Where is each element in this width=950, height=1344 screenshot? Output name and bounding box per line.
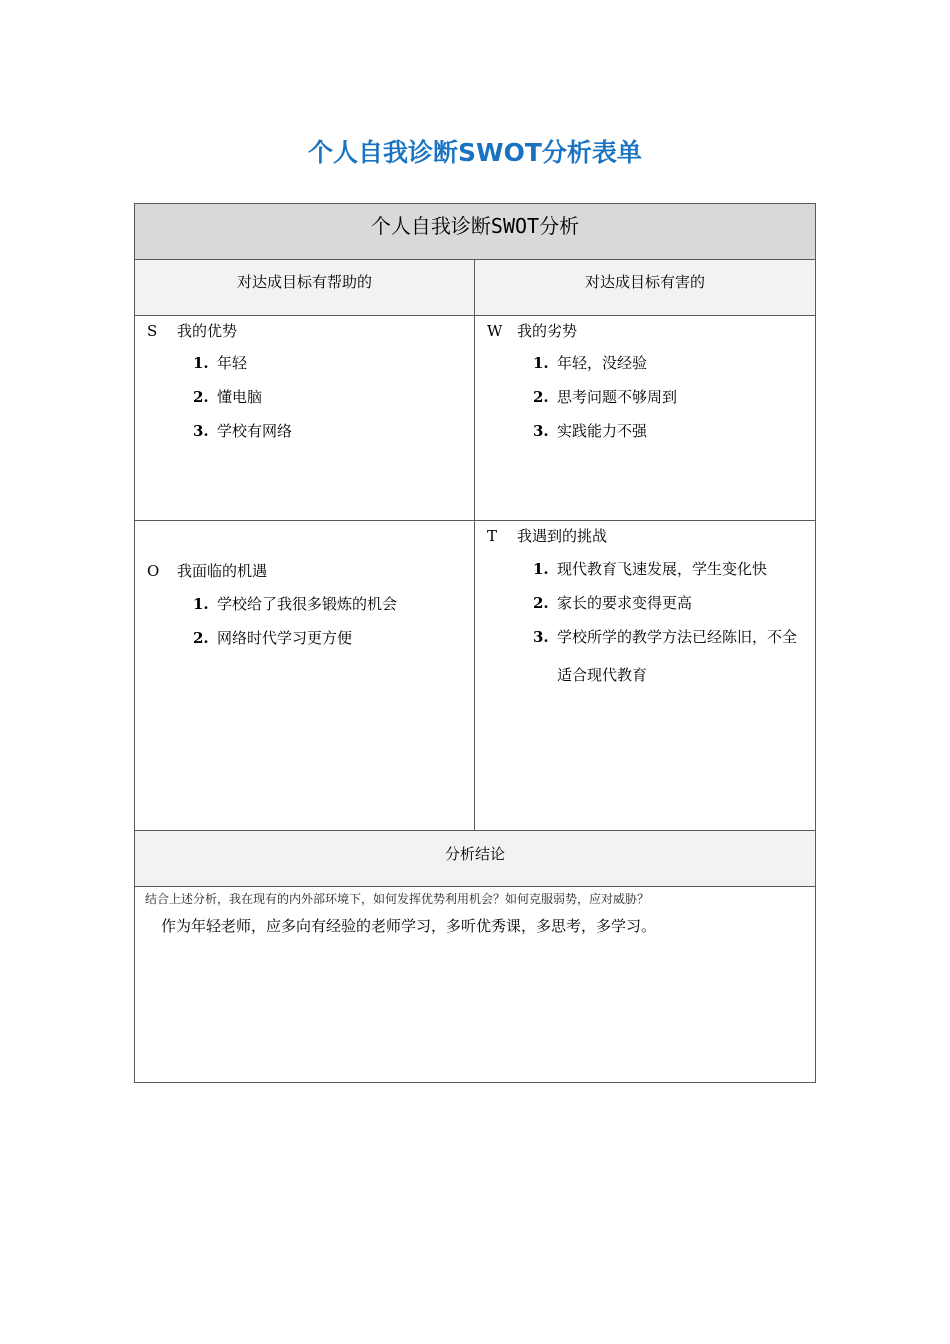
weaknesses-letter: W [487,322,503,340]
document-title: 个人自我诊断SWOT分析表单 [308,138,642,167]
weaknesses-cell [475,316,815,520]
opportunities-list [193,593,470,661]
list-item: 1. 年轻，没经验 [533,354,648,372]
threats-letter: T [487,527,498,545]
threats-cell [475,521,815,830]
weaknesses-label: 我的劣势 [517,322,578,340]
weaknesses-list [533,352,811,454]
opportunities-letter: O [147,562,160,580]
list-item: 3. 学校所学的教学方法已经陈旧，不全适合现代教育 [533,628,798,684]
column-header-helpful: 对达成目标有帮助的 [135,260,475,315]
threats-heading [487,525,607,546]
list-item: 1. 学校给了我很多锻炼的机会 [193,595,398,613]
weaknesses-heading [487,320,577,341]
conclusion-heading: 分析结论 [135,831,815,887]
conclusion-answer: 作为年轻老师，应多向有经验的老师学习，多听优秀课，多思考，多学习。 [161,917,657,935]
list-item: 3. 实践能力不强 [533,422,648,440]
opportunities-heading [147,560,267,581]
table-header: 个人自我诊断SWOT分析 [135,204,815,260]
strengths-label: 我的优势 [177,322,238,340]
swot-row-internal [135,316,815,521]
threats-label: 我遇到的挑战 [517,527,608,545]
list-item: 2. 网络时代学习更方便 [193,629,353,647]
swot-table [134,203,816,1083]
conclusion-prompt: 结合上述分析，我在现有的内外部环境下，如何发挥优势利用机会？如何克服弱势，应对威胁？ [145,892,650,906]
column-header-row [135,260,815,316]
strengths-heading [147,320,237,341]
opportunities-cell [135,521,475,830]
list-item: 3. 学校有网络 [193,422,293,440]
threats-list [533,558,811,694]
opportunities-label: 我面临的机遇 [177,562,268,580]
strengths-list [193,352,470,454]
list-item: 2. 思考问题不够周到 [533,388,678,406]
swot-row-external [135,521,815,831]
column-header-harmful: 对达成目标有害的 [584,273,705,291]
strengths-cell [135,316,475,520]
list-item: 1. 年轻 [193,354,248,372]
strengths-letter: S [147,322,158,340]
list-item: 2. 懂电脑 [193,388,263,406]
list-item: 1. 现代教育飞速发展，学生变化快 [533,560,768,578]
list-item: 2. 家长的要求变得更高 [533,594,693,612]
conclusion-body [135,887,815,1082]
